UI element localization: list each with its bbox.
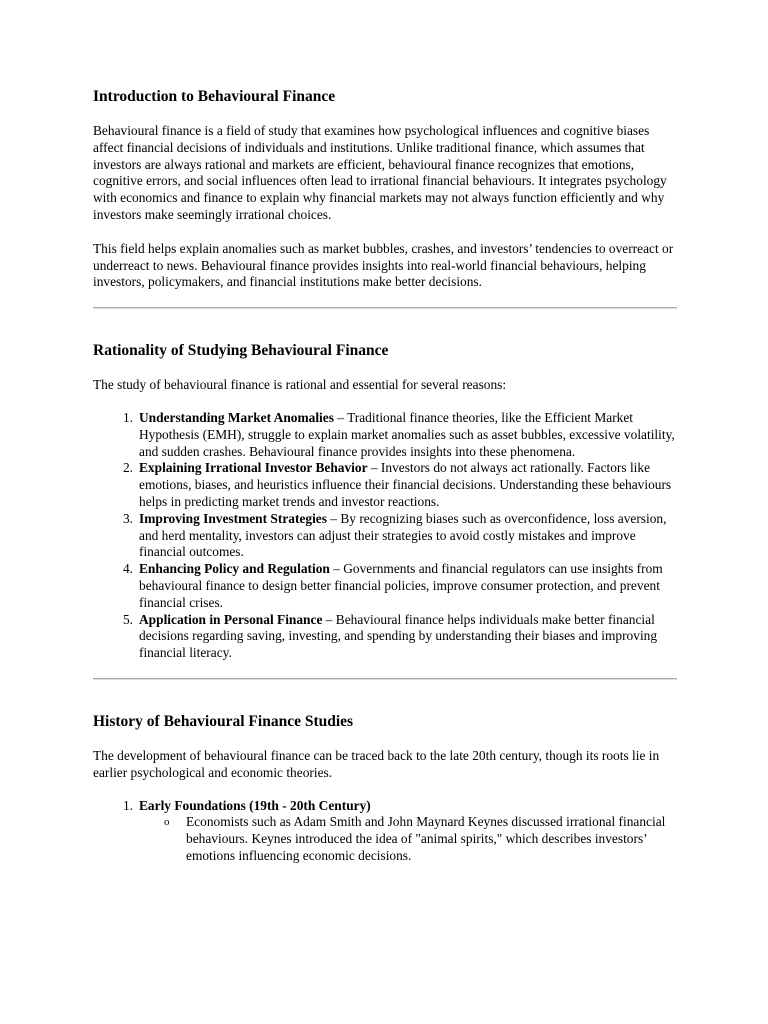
- intro-paragraph-1: Behavioural finance is a field of study that examines how psychological influences and cognitive biases affect financial decisions of individuals and institutions. Unlike traditional finance, which assumes that investors are always rational and markets are efficient, behavioural finance recognizes that emotions, cognitive errors, and social influences often lead to irrational financial behaviours. It integrates psychology with economics and finance to explain why financial markets may not always function efficiently and why investors make seemingly irrational choices.: [93, 123, 667, 222]
- list-item-term: Improving Investment Strategies: [139, 510, 327, 526]
- list-number: 1.: [122, 409, 133, 425]
- list-item: [122, 611, 677, 662]
- sub-list: [139, 814, 677, 864]
- list-item: [122, 460, 677, 510]
- sub-list-item: [164, 814, 677, 864]
- history-list: [93, 798, 677, 865]
- list-item-term: Application in Personal Finance: [139, 611, 323, 627]
- section-title-rationality: Rationality of Studying Behavioural Finance: [93, 342, 389, 360]
- list-item-term: Enhancing Policy and Regulation: [139, 561, 330, 577]
- section-divider: [93, 678, 677, 680]
- list-item-text: – Investors do not always act rationally. Factors like emotions, biases, and heuristics influence their financial decisions. Understanding these behaviours helps in predicting market trends and investor reactions.: [139, 460, 672, 509]
- document-content: [93, 86, 677, 865]
- list-item-text: – By recognizing biases such as overconfidence, loss aversion, and herd mentality, investors can adjust their strategies to avoid costly mistakes and improve financial outcomes.: [139, 510, 667, 560]
- list-item-term: Understanding Market Anomalies: [139, 409, 334, 425]
- section-title-history: History of Behavioural Finance Studies: [93, 712, 354, 730]
- sub-list-item-text: Economists such as Adam Smith and John Maynard Keynes discussed irrational financial behaviours. Keynes introduced the idea of "animal spirits," which describes investors’ emotions influencing economic decisions.: [186, 814, 666, 863]
- bullet-marker: o: [164, 816, 170, 829]
- list-item-term: Explaining Irrational Investor Behavior: [139, 460, 368, 476]
- list-item-text: – Traditional finance theories, like the Efficient Market Hypothesis (EMH), struggle to explain market anomalies such as asset bubbles, excessive volatility, and sudden crashes. Behavioural finance provides insights into these phenomena.: [139, 409, 675, 459]
- reasons-list: [93, 410, 677, 662]
- list-item: [122, 409, 677, 460]
- rationality-intro: The study of behavioural finance is rational and essential for several reasons:: [93, 377, 507, 393]
- list-number: 1.: [122, 797, 133, 813]
- list-number: 4.: [122, 561, 133, 577]
- list-item: [122, 510, 677, 561]
- list-item-text: – Governments and financial regulators can use insights from behavioural finance to design better financial policies, improve consumer protection, and prevent financial crises.: [139, 561, 663, 610]
- list-item-term: Early Foundations (19th - 20th Century): [139, 797, 371, 813]
- list-number: 2.: [122, 460, 133, 476]
- history-intro: The development of behavioural finance can be traced back to the late 20th century, though its roots lie in earlier psychological and economic theories.: [93, 747, 660, 780]
- list-number: 3.: [122, 510, 133, 526]
- intro-paragraph-2: This field helps explain anomalies such as market bubbles, crashes, and investors’ tendencies to overreact or underreact to news. Behavioural finance provides insights into real-world financial behaviours, helping investors, policymakers, and financial institutions make better decisions.: [93, 240, 674, 290]
- list-item-text: – Behavioural finance helps individuals make better financial decisions regarding saving, investing, and spending by understanding their biases and improving financial literacy.: [139, 611, 658, 661]
- section-divider: [93, 307, 677, 309]
- list-item: [122, 561, 677, 611]
- section-title-introduction: Introduction to Behavioural Finance: [93, 88, 336, 105]
- list-number: 5.: [122, 611, 133, 627]
- list-item: [122, 797, 677, 865]
